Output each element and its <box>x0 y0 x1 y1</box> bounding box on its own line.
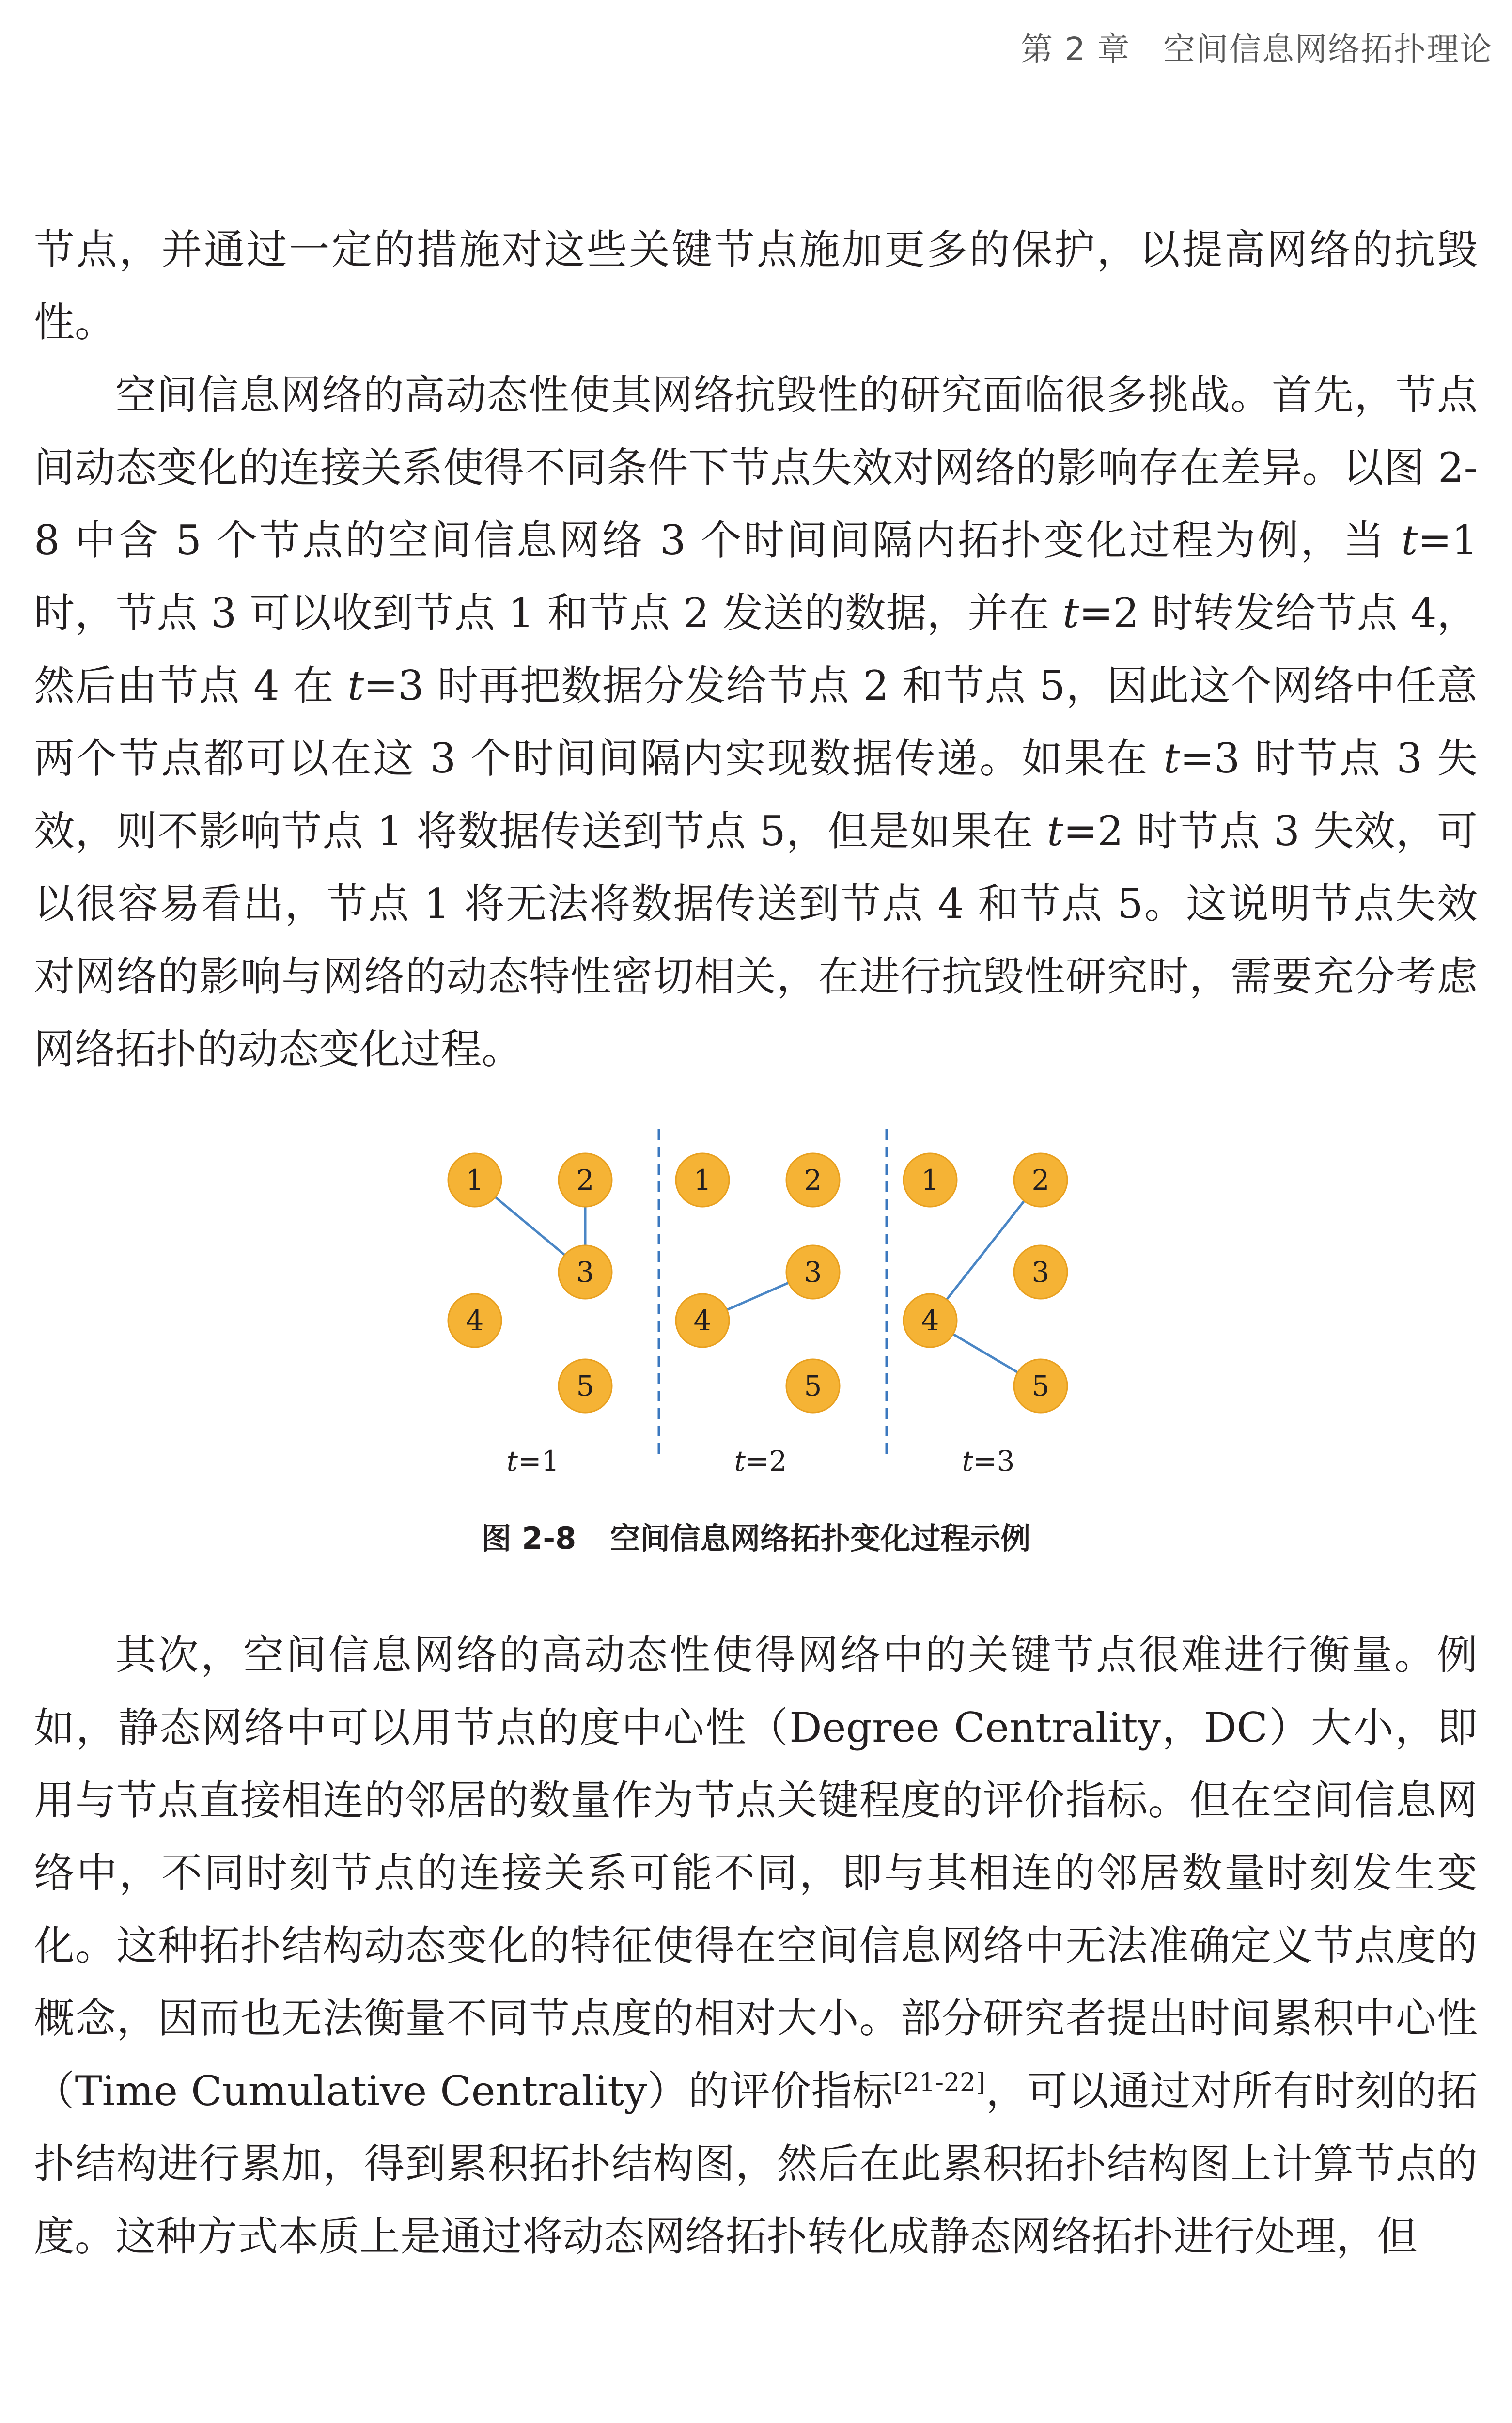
time-variable: t <box>1047 807 1063 855</box>
running-head: 第 2 章 空间信息网络拓扑理论 <box>1021 31 1493 68</box>
node-label-5: 5 <box>576 1369 594 1402</box>
figure-number: 图 2-8 <box>481 1521 577 1556</box>
node-label-1: 1 <box>693 1164 712 1196</box>
node-label-4: 4 <box>466 1304 484 1337</box>
node-label-5: 5 <box>1031 1369 1050 1402</box>
time-variable: t <box>962 1445 973 1478</box>
paragraph-3-text: ，可以通过对所有时刻的拓扑结构进行累加，得到累积拓扑结构图，然后在此累积拓扑结构图上计算节点的度。这种方式本质上是通过将动态网络拓扑转化成静态网络拓扑进行处理，但 <box>34 2067 1478 2260</box>
node-label-3: 3 <box>576 1256 594 1289</box>
panel-2 <box>676 1153 840 1478</box>
time-step-label <box>507 1445 560 1478</box>
time-variable: t <box>1062 589 1079 637</box>
time-value: =2 <box>745 1445 787 1478</box>
node-label-4: 4 <box>921 1304 939 1337</box>
node-label-2: 2 <box>804 1164 822 1196</box>
paragraph-2-text: =2 时节点 3 失效，可以很容易看出，节点 1 将无法将数据传送到节点 4 和节点 5。这说明节点失效对网络的影响与网络的动态特性密切相关，在进行抗毁性研究时，需要充分考虑网络拓扑的动态变化过程。 <box>34 807 1478 1073</box>
paragraph-2-text: =3 时节点 3 失效，则不影响节点 1 将数据传送到节点 5，但是如果在 <box>34 735 1478 855</box>
node-label-1: 1 <box>466 1164 484 1196</box>
paragraph-1: 节点，并通过一定的措施对这些关键节点施加更多的保护，以提高网络的抗毁性。 <box>34 226 1478 346</box>
time-variable: t <box>734 1445 746 1478</box>
time-variable: t <box>347 662 364 709</box>
time-step-label <box>962 1445 1015 1478</box>
node-label-1: 1 <box>921 1164 939 1196</box>
paragraph-2-text: 空间信息网络的高动态性使其网络抗毁性的研究面临很多挑战。首先，节点间动态变化的连接关系使得不同条件下节点失效对网络的影响存在差异。以图 2-8 中含 5 个节点的空间信息网络 3 个时间间隔内拓扑变化过程为例，当 <box>34 371 1478 564</box>
figure-title: 空间信息网络拓扑变化过程示例 <box>610 1521 1031 1556</box>
paragraph-2-text: =3 时再把数据分发给节点 2 和节点 5，因此这个网络中任意两个节点都可以在这 3 个时间间隔内实现数据传递。如果在 <box>34 662 1478 782</box>
paragraph-2-text: =2 时转发给节点 4，然后由节点 4 在 <box>34 589 1478 709</box>
node-label-4: 4 <box>693 1304 712 1337</box>
paragraph-3 <box>34 1619 1478 2273</box>
time-variable: t <box>1163 735 1180 782</box>
paragraph-3-text: 其次，空间信息网络的高动态性使得网络中的关键节点很难进行衡量。例如，静态网络中可以用节点的度中心性（Degree Centrality，DC）大小，即用与节点直接相连的邻居的数量作为节点关键程度的评价指标。但在空间信息网络中，不同时刻节点的连接关系可能不同，即与其相连的邻居数量时刻发生变化。这种拓扑结构动态变化的特征使得在空间信息网络中无法准确定义节点度的概念，因而也无法衡量不同节点度的相对大小。部分研究者提出时间累积中心性（Time Cumulative Centrality）的评价指标 <box>34 1631 1478 2115</box>
node-label-5: 5 <box>804 1369 822 1402</box>
figure-caption <box>0 1514 1512 1558</box>
time-step-label <box>734 1445 787 1478</box>
time-value: =1 <box>517 1445 560 1478</box>
panel-3 <box>904 1153 1067 1478</box>
time-variable: t <box>1401 517 1418 564</box>
citation: [21-22] <box>893 2068 986 2097</box>
node-label-3: 3 <box>1031 1256 1050 1289</box>
panel-1 <box>448 1153 612 1478</box>
node-label-3: 3 <box>804 1256 822 1289</box>
time-value: =3 <box>973 1445 1015 1478</box>
paragraph-2 <box>34 359 1478 1086</box>
node-label-2: 2 <box>1031 1164 1050 1196</box>
paragraph-2-text: =1 时，节点 3 可以收到节点 1 和节点 2 发送的数据，并在 <box>34 517 1478 637</box>
node-label-2: 2 <box>576 1164 594 1196</box>
topology-figure <box>0 1115 1512 1512</box>
time-variable: t <box>506 1445 518 1478</box>
